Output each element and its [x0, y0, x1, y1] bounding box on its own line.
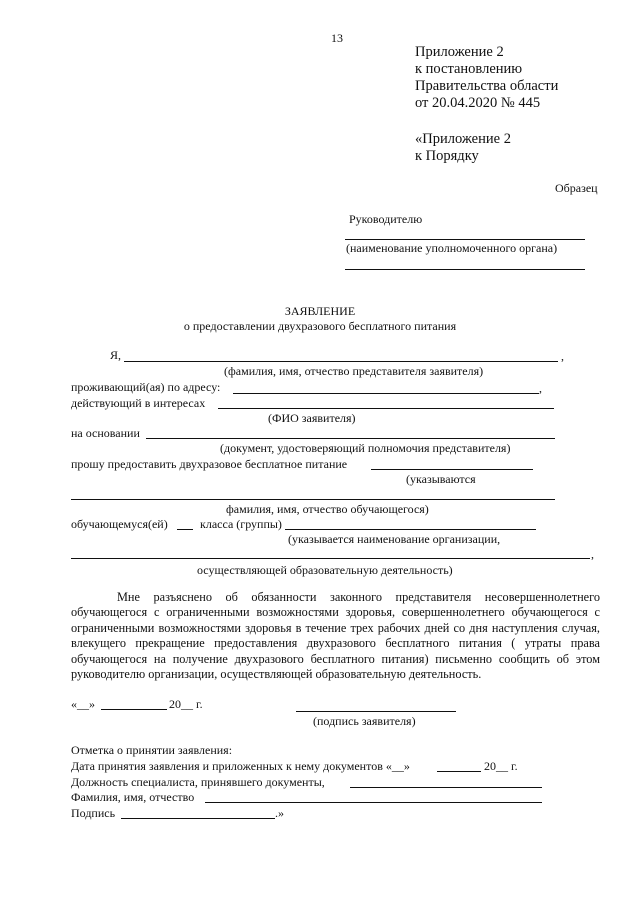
position-label: Должность специалиста, принявшего документы, — [71, 775, 325, 789]
sign-label: Подпись — [71, 806, 116, 820]
addressee-line — [345, 239, 585, 240]
org-comma: , — [591, 547, 594, 561]
request-field[interactable] — [371, 469, 533, 470]
fio-hint: (фамилия, имя, отчество представителя заявителя) — [224, 364, 484, 378]
student-fio-hint: фамилия, имя, отчество обучающегося) — [226, 502, 429, 516]
ya-comma: , — [561, 349, 564, 363]
signature-field[interactable] — [296, 711, 456, 712]
doc-hint: (документ, удостоверяющий полномочия представителя) — [220, 441, 511, 455]
fio-applicant-hint: (ФИО заявителя) — [268, 411, 356, 425]
basis-label: на основании — [71, 426, 140, 440]
basis-field[interactable] — [146, 438, 555, 439]
acceptance-month-field[interactable] — [437, 771, 481, 772]
obligation-paragraph — [71, 590, 600, 682]
acceptance-date-label: Дата принятия заявления и приложенных к нему документов «__» — [71, 759, 410, 773]
appendix-inner-line: «Приложение 2 — [415, 131, 511, 147]
ya-label: Я, — [110, 348, 122, 362]
class-label: класса (группы) — [200, 517, 282, 531]
student-name-field[interactable] — [71, 499, 555, 500]
page-number: 13 — [331, 31, 343, 45]
acceptance-heading: Отметка о принятии заявления: — [71, 743, 233, 757]
document-subtitle: о предоставлении двухразового бесплатного питания — [183, 319, 457, 333]
address-label: проживающий(ая) по адресу: — [71, 380, 221, 394]
sign-end: .» — [275, 806, 284, 820]
class-number-field[interactable] — [177, 529, 193, 530]
student-label: обучающемуся(ей) — [71, 517, 168, 531]
addressee-label: Руководителю — [349, 212, 423, 226]
appendix-line: от 20.04.2020 № 445 — [415, 95, 541, 111]
date-year: 20__ г. — [169, 697, 203, 711]
acting-label: действующий в интересах — [71, 396, 206, 410]
specialist-fio-field[interactable] — [205, 802, 542, 803]
sample-label: Образец — [555, 181, 598, 195]
specialist-fio-label: Фамилия, имя, отчество — [71, 790, 195, 804]
appendix-line: Правительства области — [415, 78, 559, 94]
appendix-inner-line: к Порядку — [415, 148, 479, 164]
position-field[interactable] — [350, 787, 542, 788]
org-hint: (указывается наименование организации, — [288, 532, 501, 546]
org-field[interactable] — [285, 529, 536, 530]
addressee-hint: (наименование уполномоченного органа) — [346, 241, 558, 255]
date-month-field[interactable] — [101, 709, 167, 710]
signature-hint: (подпись заявителя) — [313, 714, 416, 728]
request-label: прошу предоставить двухразовое бесплатное питание — [71, 457, 348, 471]
acting-field[interactable] — [218, 408, 554, 409]
address-field[interactable] — [233, 393, 539, 394]
org-hint-2: осуществляющей образовательную деятельность) — [197, 563, 453, 577]
specify-hint: (указываются — [406, 472, 476, 486]
document-title: ЗАЯВЛЕНИЕ — [284, 304, 356, 318]
acceptance-date-year: 20__ г. — [484, 759, 518, 773]
date-open: «__» — [71, 697, 95, 711]
address-comma: , — [539, 381, 542, 395]
appendix-line: к постановлению — [415, 61, 523, 77]
applicant-name-field[interactable] — [124, 361, 558, 362]
addressee-line-2 — [345, 269, 585, 270]
obligation-text: Мне разъяснено об обязанности законного представителя несовершеннолетнего обучающегося с ограниченными возможностями здоровья, совершеннолетнего обучающегося с ограниченными возможностями здоровья в течение трех рабочих дней со дня наступления случая, влекущего прекращение предоставления двухразового бесплатного питания ( утраты права обучающегося на получение двухразового бесплатного питания) письменно сообщить об этом руководителю организации, осуществляющей образовательную деятельность. — [71, 590, 600, 682]
org-field-2[interactable] — [71, 558, 590, 559]
specialist-sign-field[interactable] — [121, 818, 275, 819]
appendix-line: Приложение 2 — [415, 44, 504, 60]
